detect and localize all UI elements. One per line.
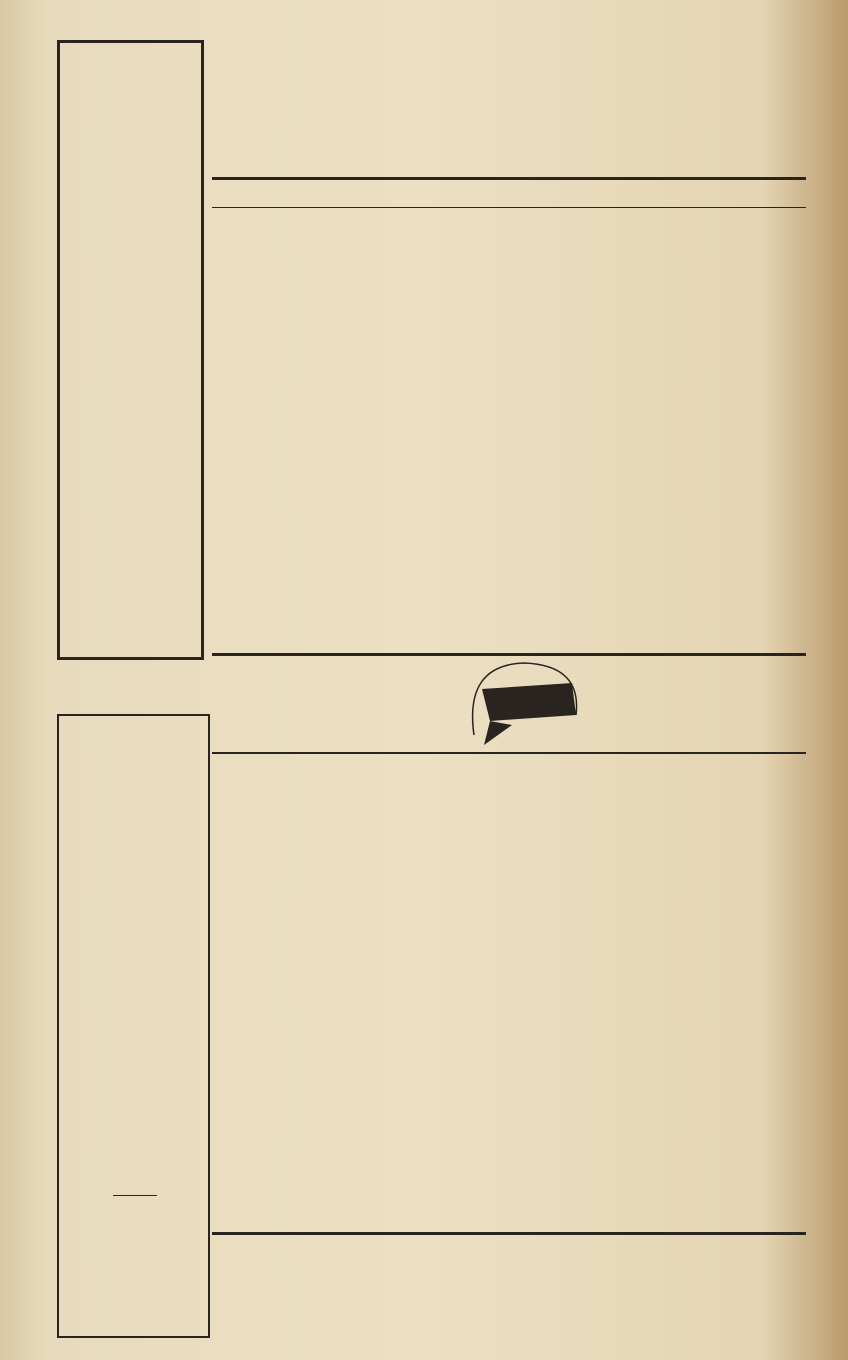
reese-advertisement bbox=[57, 714, 210, 1338]
bliven-rotated-block bbox=[61, 50, 201, 650]
header-rule bbox=[212, 177, 806, 180]
fredjohns-logo bbox=[454, 655, 588, 751]
page-header-rule bbox=[212, 207, 806, 208]
bliven-advertisement bbox=[57, 40, 204, 660]
reese-divider bbox=[113, 1195, 157, 1196]
middle-ad-bottom-rule bbox=[212, 752, 806, 754]
bottom-ad-rule bbox=[212, 1232, 806, 1235]
